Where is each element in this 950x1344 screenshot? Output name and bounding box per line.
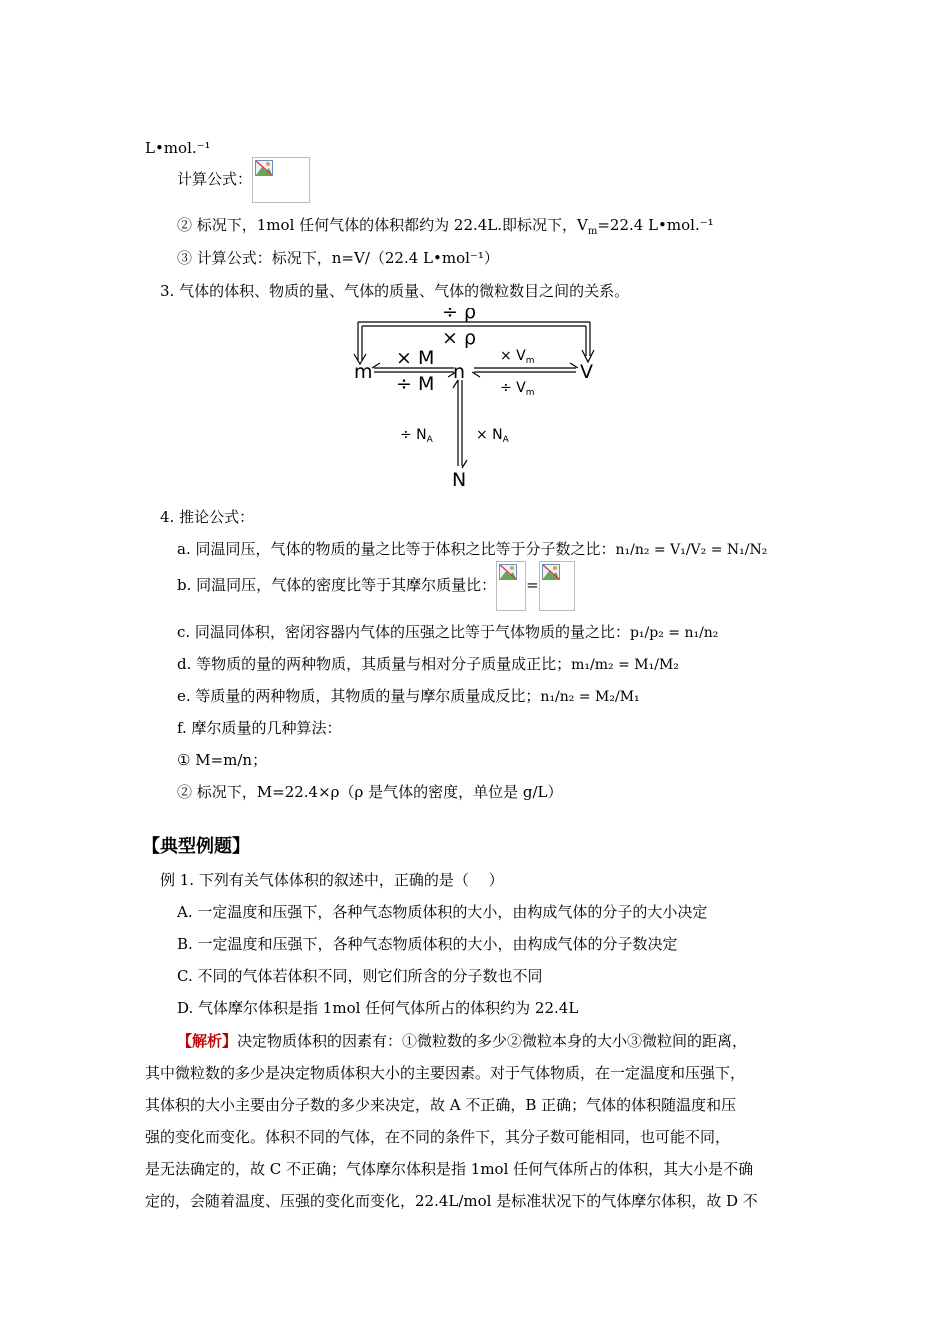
inference-d xyxy=(177,654,679,675)
molar-mass-ratio-image xyxy=(539,561,575,611)
density-ratio-image xyxy=(496,561,526,611)
inference-e xyxy=(177,686,640,707)
inference-a-text: a. 同温同压，气体的物质的量之比等于体积之比等于分子数之比： xyxy=(177,540,616,558)
item-2-sub: m xyxy=(587,226,598,237)
broken-image-icon xyxy=(499,564,517,580)
option-C: C. 不同的气体若体积不同，则它们所含的分子数也不同 xyxy=(177,967,543,985)
unit-line: L•mol.⁻¹ xyxy=(145,139,211,157)
calc-label: 计算公式： xyxy=(177,170,253,188)
label-div-NA: ÷ $N_A$ xyxy=(400,427,433,445)
relationship-diagram xyxy=(350,308,610,488)
arrow-down-N-icon xyxy=(462,460,467,468)
examples-heading: 【典型例题】 xyxy=(142,836,250,857)
node-n: n xyxy=(453,361,466,383)
inference-d-formula: m₁/m₂ = M₁/M₂ xyxy=(571,657,679,673)
arrow-right-v-icon xyxy=(570,363,578,368)
inference-f: f. 摩尔质量的几种算法： xyxy=(177,719,342,737)
node-N: N xyxy=(452,469,467,488)
inference-c xyxy=(177,622,718,643)
inference-a xyxy=(177,539,767,560)
broken-image-icon xyxy=(255,160,273,176)
analysis-text-1: 决定物质体积的因素有：①微粒数的多少②微粒本身的大小③微粒间的距离， xyxy=(237,1032,748,1050)
analysis-line-5: 是无法确定的，故 C 不正确；气体摩尔体积是指 1mol 任何气体所占的体积，其大小是不确 xyxy=(145,1160,754,1178)
label-mul-NA: × $N_A$ xyxy=(476,427,509,445)
inference-c-text: c. 同温同体积，密闭容器内气体的压强之比等于气体物质的量之比： xyxy=(177,623,630,641)
inference-f1: ① M=m/n； xyxy=(177,751,268,769)
example-1-question: 例 1. 下列有关气体体积的叙述中，正确的是（ ） xyxy=(160,871,504,889)
inference-b-text: b. 同温同压，气体的密度比等于其摩尔质量比： xyxy=(177,576,497,594)
label-div-Vm: ÷ $V_m$ xyxy=(500,380,535,398)
analysis-line-2: 其中微粒数的多少是决定物质体积大小的主要因素。对于气体物质，在一定温度和压强下， xyxy=(145,1064,746,1082)
node-m: m xyxy=(354,361,373,383)
analysis-line-4: 强的变化而变化。体积不同的气体，在不同的条件下，其分子数可能相同，也可能不同， xyxy=(145,1128,731,1146)
inference-f2: ② 标况下，M=22.4×ρ（ρ 是气体的密度，单位是 g/L） xyxy=(177,783,563,801)
calc-formula-row xyxy=(177,156,310,203)
analysis-tag: 【解析】 xyxy=(177,1032,238,1050)
node-V: V xyxy=(580,361,593,383)
analysis-line-1 xyxy=(177,1031,747,1051)
arrow-left-n-icon xyxy=(472,372,480,377)
label-mul-M: × M xyxy=(396,347,435,369)
item-3: ③ 计算公式：标况下，n=V/（22.4 L•mol⁻¹） xyxy=(177,249,499,267)
section-3-title: 3. 气体的体积、物质的量、气体的质量、气体的微粒数目之间的关系。 xyxy=(160,282,630,300)
option-A: A. 一定温度和压强下，各种气态物质体积的大小，由构成气体的分子的大小决定 xyxy=(177,903,708,921)
inference-a-formula: n₁/n₂ = V₁/V₂ = N₁/N₂ xyxy=(615,542,768,558)
item-2-text: ② 标况下，1mol 任何气体的体积都约为 22.4L.即标况下，V xyxy=(177,216,588,234)
option-B: B. 一定温度和压强下，各种气态物质体积的大小，由构成气体的分子数决定 xyxy=(177,935,678,953)
label-mul-rho: × ρ xyxy=(442,327,477,349)
analysis-line-3: 其体积的大小主要由分子数的多少来决定，故 A 不正确，B 正确；气体的体积随温度和压 xyxy=(145,1096,737,1114)
inference-e-formula: n₁/n₂ = M₂/M₁ xyxy=(540,689,640,705)
inference-e-text: e. 等质量的两种物质，其物质的量与摩尔质量成反比； xyxy=(177,687,541,705)
equals-sign: = xyxy=(526,576,539,594)
label-div-rho: ÷ ρ xyxy=(442,308,477,323)
analysis-line-6: 定的，会随着温度、压强的变化而变化，22.4L/mol 是标准状况下的气体摩尔体积，故 D 不 xyxy=(145,1192,758,1210)
label-div-M: ÷ M xyxy=(396,373,435,395)
section-4-title: 4. 推论公式： xyxy=(160,508,255,526)
inference-d-text: d. 等物质的量的两种物质，其质量与相对分子质量成正比； xyxy=(177,655,572,673)
inference-c-formula: p₁/p₂ = n₁/n₂ xyxy=(629,625,719,641)
item-2-end: =22.4 L•mol.⁻¹ xyxy=(597,216,714,234)
inference-b xyxy=(177,560,575,611)
label-mul-Vm: × $V_m$ xyxy=(500,348,535,366)
formula-image-placeholder xyxy=(252,157,310,203)
item-2 xyxy=(177,215,714,235)
broken-image-icon xyxy=(542,564,560,580)
option-D: D. 气体摩尔体积是指 1mol 任何气体所占的体积约为 22.4L xyxy=(177,999,579,1017)
arrow-left-icon xyxy=(372,363,380,368)
